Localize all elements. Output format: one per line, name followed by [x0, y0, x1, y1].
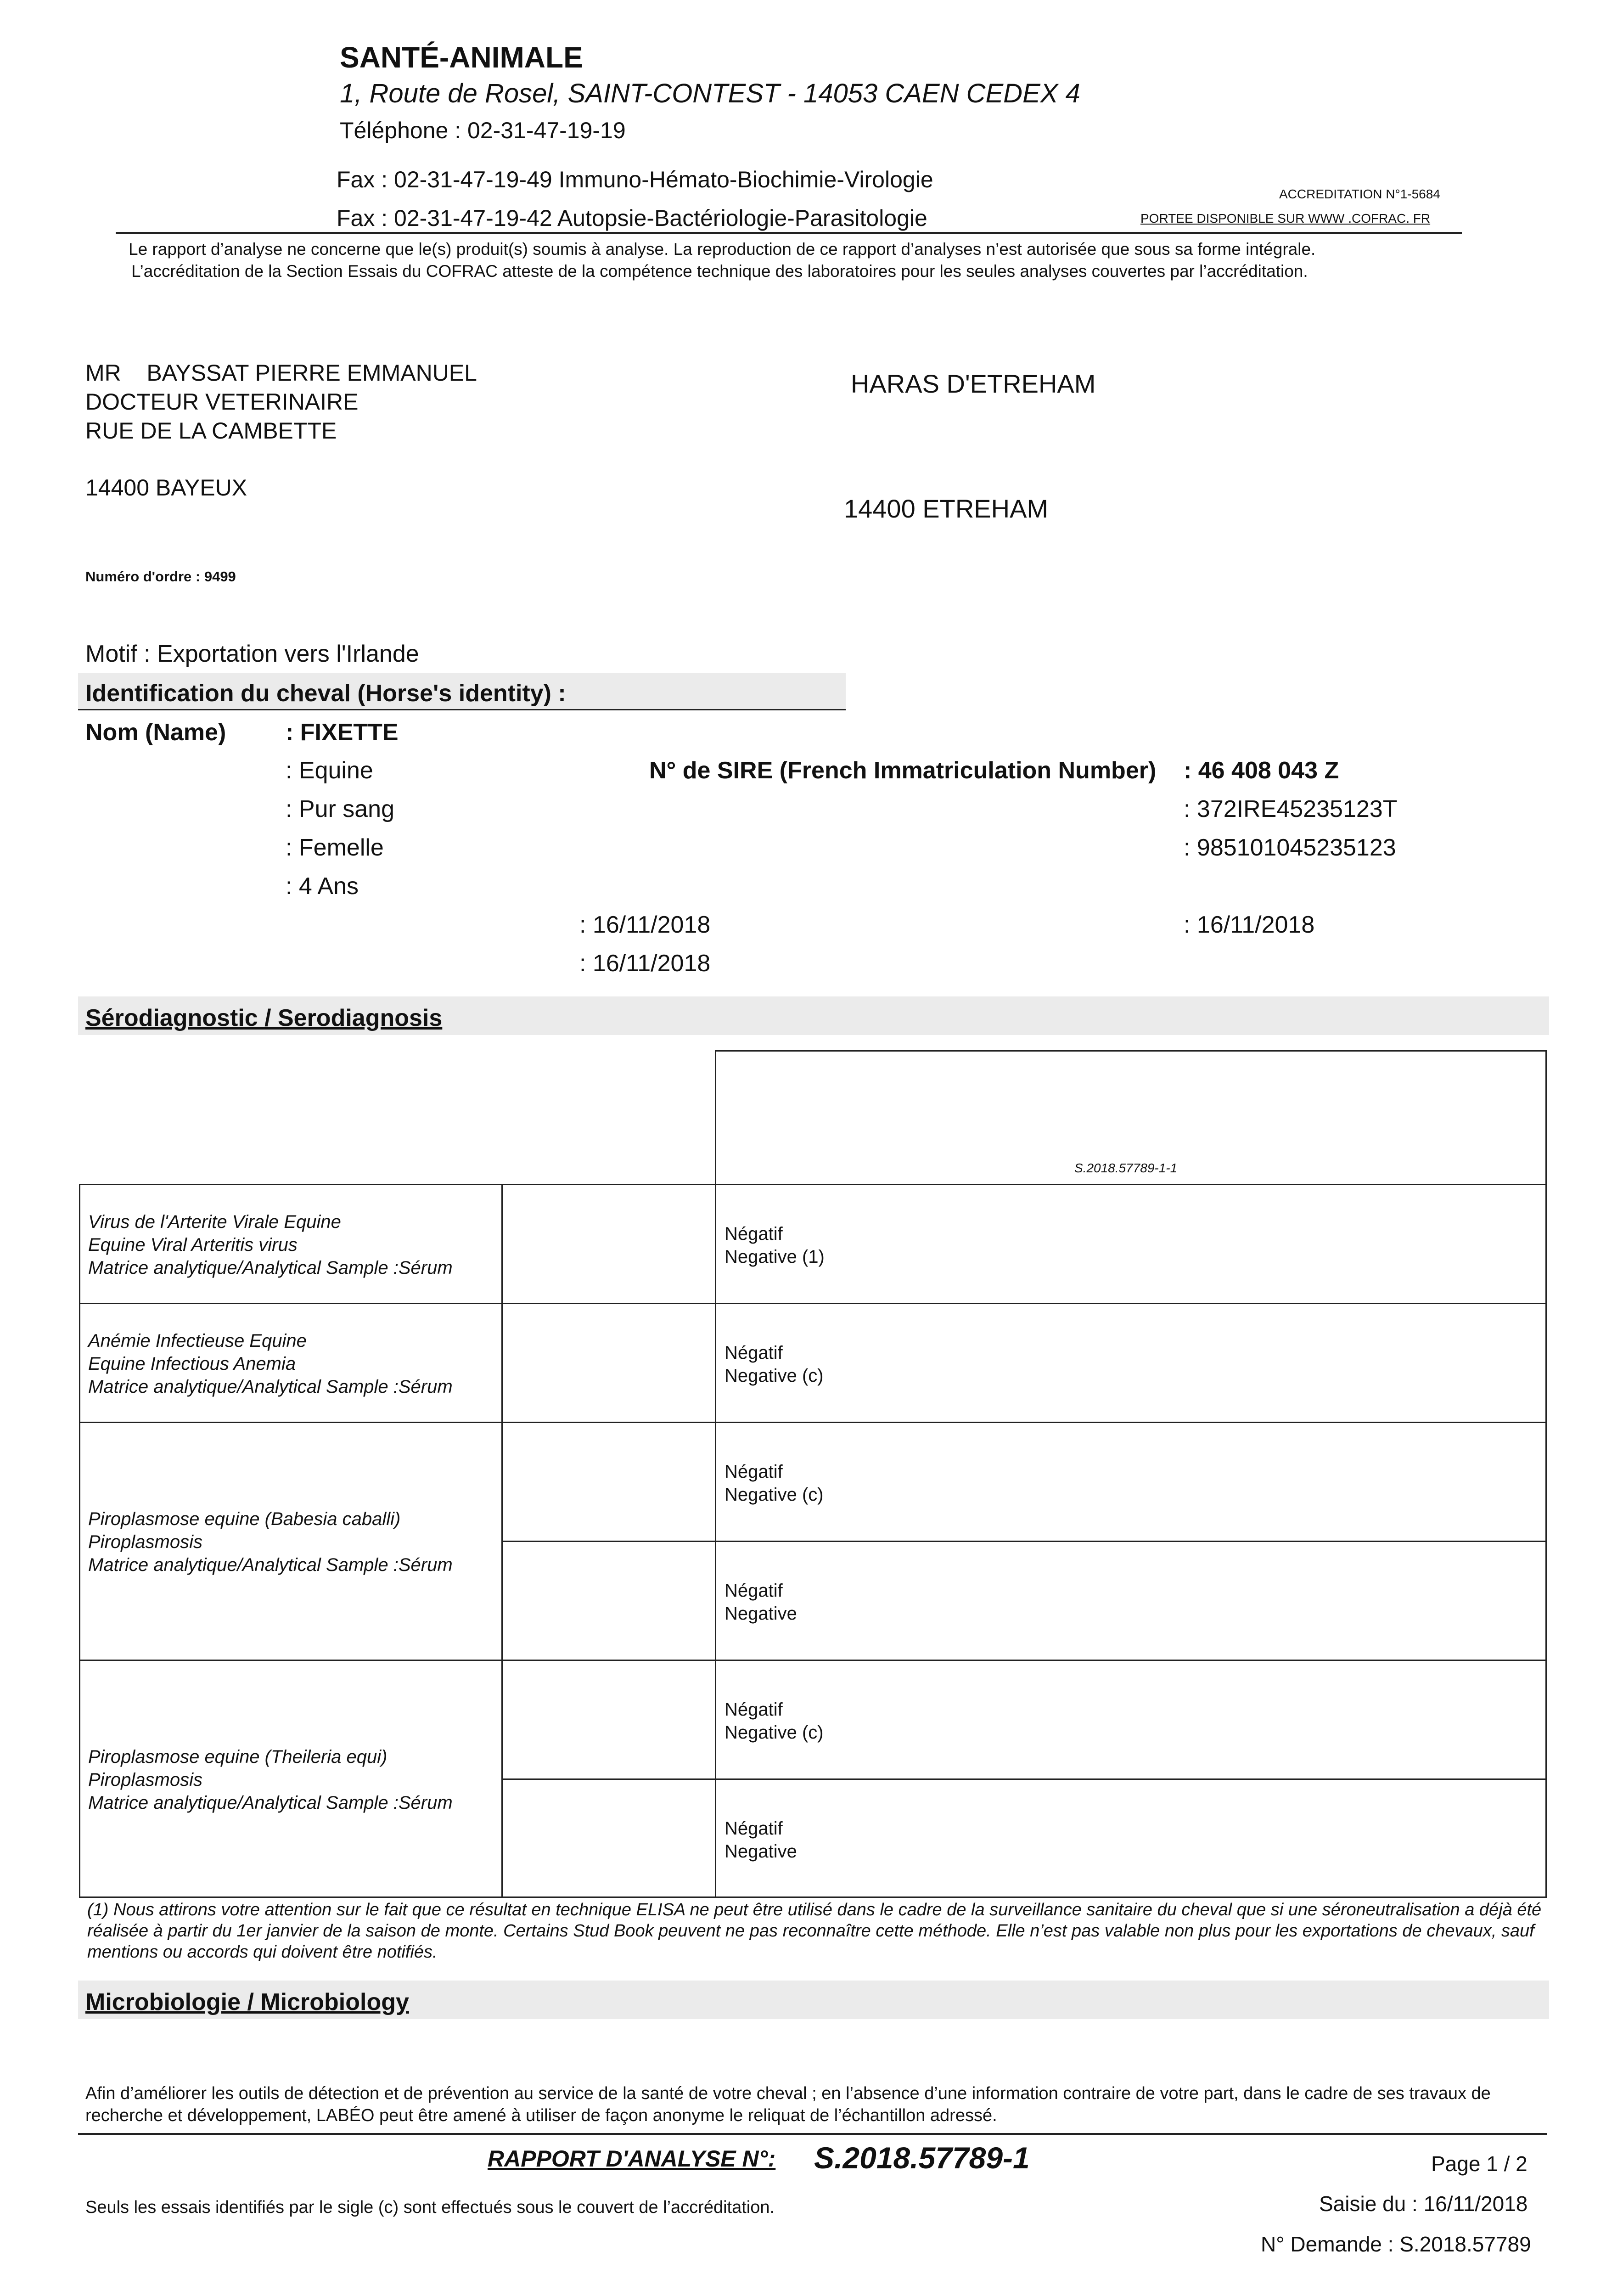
elisa-footnote: (1) Nous attirons votre attention sur le fait que ce résultat en technique ELISA ne peut être utilisé dans le cadre de la surveillance sanitaire du cheval que si une séroneutralisation a déjà été réalisée à partir du 1er janvier de la saison de monte. Certains Stud Book peuvent ne pas reconnaître cette méthode. Elle n’est pas valable non plus pour les exportations de chevaux, sauf mentions ou accords qui doivent être notifiés.: [87, 1900, 1542, 1962]
serodiagnostic-title: Sérodiagnostic / Serodiagnosis: [85, 1005, 443, 1031]
row-divider-5-sub: [501, 1778, 1547, 1780]
sex-value: : Femelle: [286, 834, 384, 861]
test-2-result-1-line-2: Negative (c): [724, 1366, 824, 1386]
test-1-line-2: Equine Viral Arteritis virus: [88, 1235, 298, 1255]
ueln-value: : 372IRE45235123T: [1184, 796, 1398, 822]
transponder-value: : 985101045235123: [1184, 834, 1396, 861]
test-3-line-1: Piroplasmose equine (Babesia caballi): [88, 1509, 401, 1529]
sire-label: N° de SIRE (French Immatriculation Number): [649, 757, 1157, 784]
demande-number: N° Demande : S.2018.57789: [1261, 2232, 1531, 2256]
sample-id: S.2018.57789-1-1: [1074, 1161, 1178, 1175]
sire-value: : 46 408 043 Z: [1184, 757, 1339, 784]
saisie-date: Saisie du : 16/11/2018: [1319, 2192, 1528, 2216]
order-number: Numéro d'ordre : 9499: [85, 568, 236, 585]
test-1-result-1-line-1: Négatif: [724, 1224, 783, 1244]
name-label: Nom (Name): [85, 719, 226, 746]
identification-title: Identification du cheval (Horse's identity) :: [85, 680, 566, 707]
lab-fax-1: Fax : 02-31-47-19-49 Immuno-Hémato-Biochimie-Virologie: [337, 167, 933, 192]
recipient-line-2: DOCTEUR VETERINAIRE: [85, 389, 359, 415]
lab-name: SANTÉ-ANIMALE: [340, 41, 583, 74]
date-left-1: : 16/11/2018: [579, 912, 711, 938]
test-2-result-1-line-1: Négatif: [724, 1343, 783, 1363]
breed-value: : Pur sang: [286, 796, 395, 822]
name-value: : FIXETTE: [286, 719, 399, 746]
test-3-result-2-line-2: Negative: [724, 1604, 797, 1624]
identification-underline: [78, 709, 846, 710]
date-left-2: : 16/11/2018: [579, 950, 711, 977]
species-value: : Equine: [286, 757, 373, 784]
test-3-line-2: Piroplasmosis: [88, 1532, 202, 1552]
disclaimer-line-1: Le rapport d’analyse ne concerne que le(s) produit(s) soumis à analyse. La reproduction de ce rapport d’analyses n’est autorisée que sous sa forme intégrale.: [129, 240, 1316, 259]
cofrac-link[interactable]: PORTEE DISPONIBLE SUR WWW .COFRAC. FR: [1140, 211, 1431, 225]
test-4-result-1-line-2: Negative (c): [724, 1722, 824, 1743]
accreditation-number: ACCREDITATION N°1-5684: [1279, 187, 1440, 201]
motif: Motif : Exportation vers l'Irlande: [85, 641, 419, 667]
page-number: Page 1 / 2: [1431, 2152, 1528, 2176]
test-3-result-1-line-2: Negative (c): [724, 1485, 824, 1505]
recipient-line-3: RUE DE LA CAMBETTE: [85, 418, 337, 444]
test-4-result-1-line-1: Négatif: [724, 1699, 783, 1720]
disclaimer-line-2: L’accréditation de la Section Essais du COFRAC atteste de la compétence technique des laboratoires pour les seules analyses couvertes par l’accréditation.: [131, 262, 1308, 281]
test-1-line-1: Virus de l'Arterite Virale Equine: [88, 1212, 341, 1232]
footer-divider: [78, 2133, 1547, 2135]
test-4-line-3: Matrice analytique/Analytical Sample :Sérum: [88, 1793, 453, 1813]
lab-fax-2: Fax : 02-31-47-19-42 Autopsie-Bactériologie-Parasitologie: [337, 205, 927, 231]
owner-line-2: 14400 ETREHAM: [844, 494, 1049, 523]
lab-phone: Téléphone : 02-31-47-19-19: [340, 118, 626, 143]
test-4-result-2-line-2: Negative: [724, 1841, 797, 1862]
row-divider-2: [79, 1422, 1547, 1423]
lab-address: 1, Route de Rosel, SAINT-CONTEST - 14053 CAEN CEDEX 4: [340, 79, 1080, 108]
test-4-line-1: Piroplasmose equine (Theileria equi): [88, 1747, 387, 1767]
test-2-line-1: Anémie Infectieuse Equine: [88, 1331, 307, 1351]
owner-line-1: HARAS D'ETREHAM: [851, 369, 1096, 398]
test-2-line-2: Equine Infectious Anemia: [88, 1354, 296, 1374]
microbiology-title: Microbiologie / Microbiology: [85, 1989, 409, 2015]
test-3-result-1-line-1: Négatif: [724, 1462, 783, 1482]
recipient-line-4: 14400 BAYEUX: [85, 475, 247, 501]
report-number: S.2018.57789-1: [814, 2141, 1030, 2175]
test-1-line-3: Matrice analytique/Analytical Sample :Sérum: [88, 1258, 453, 1278]
test-4-result-2-line-1: Négatif: [724, 1818, 783, 1839]
row-divider-1: [79, 1303, 1547, 1304]
test-2-line-3: Matrice analytique/Analytical Sample :Sérum: [88, 1377, 453, 1397]
report-label: RAPPORT D'ANALYSE N°:: [488, 2146, 776, 2172]
header-divider: [116, 232, 1462, 234]
test-3-result-2-line-1: Négatif: [724, 1581, 783, 1601]
test-1-result-1-line-2: Negative (1): [724, 1247, 825, 1267]
age-value: : 4 Ans: [286, 873, 359, 900]
row-divider-4: [79, 1660, 1547, 1661]
test-3-line-3: Matrice analytique/Analytical Sample :Sérum: [88, 1555, 453, 1575]
research-note: Afin d’améliorer les outils de détection et de prévention au service de la santé de votre cheval ; en l’absence d’une information contraire de votre part, dans le cadre de ses travaux de recherche et développement, LABÉO peut être amené à utiliser de façon anonyme le reliquat de l’échantillon adressé.: [85, 2084, 1491, 2125]
test-4-line-2: Piroplasmosis: [88, 1770, 202, 1790]
row-divider-3-sub: [501, 1541, 1547, 1542]
recipient-line-1: MR BAYSSAT PIERRE EMMANUEL: [85, 360, 477, 386]
date-right-1: : 16/11/2018: [1184, 912, 1315, 938]
accreditation-note: Seuls les essais identifiés par le sigle (c) sont effectués sous le couvert de l’accréditation.: [85, 2198, 775, 2217]
